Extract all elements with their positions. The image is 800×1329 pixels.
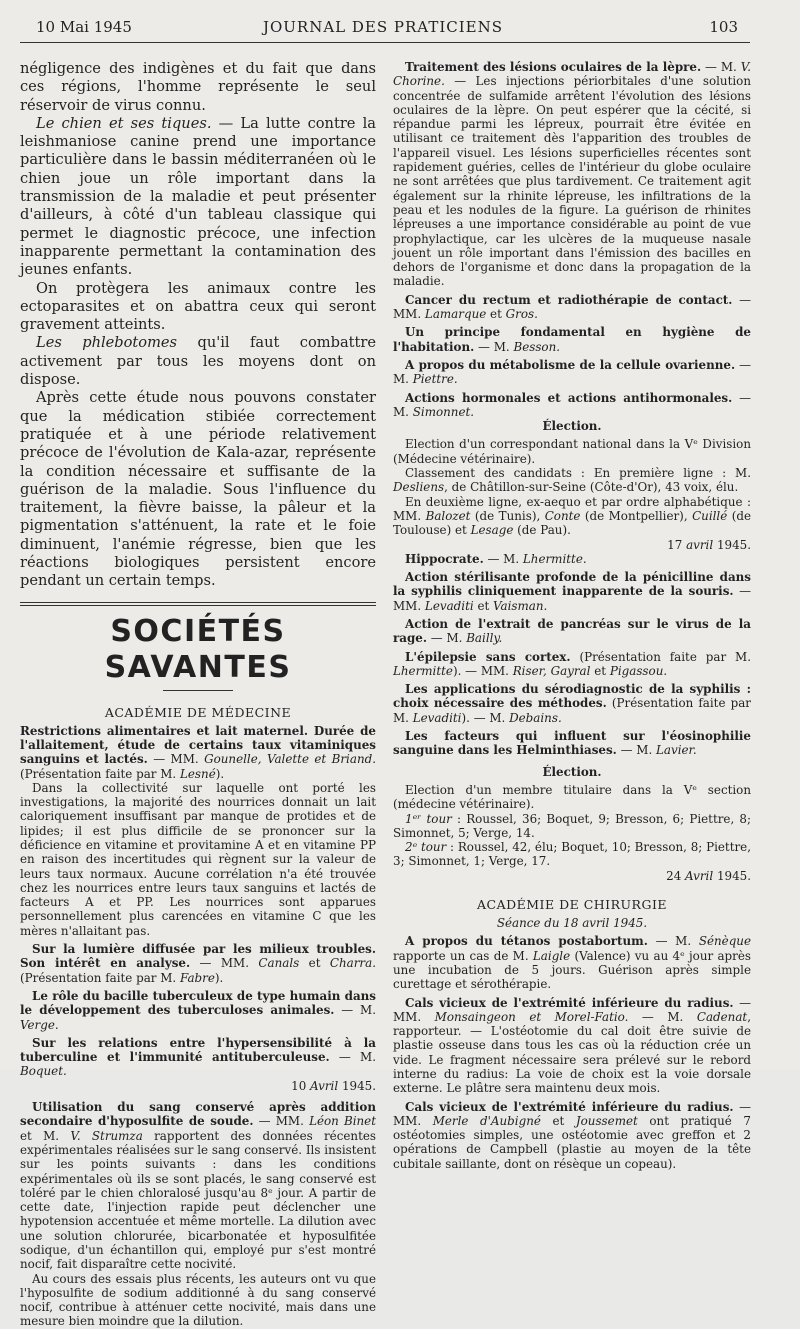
- report-item: Cancer du rectum et radiothérapie de contact. — MM. Lamarque et Gros.: [393, 292, 751, 322]
- session-date: 17 avril 1945.: [667, 537, 751, 552]
- left-column: [20, 60, 376, 1329]
- election-heading: Élection.: [542, 764, 602, 779]
- running-header: [28, 18, 738, 38]
- header-rule: [20, 42, 750, 43]
- header-date: 10 Mai 1945: [36, 18, 132, 36]
- report-body: Au cours des essais plus récents, les auteurs ont vu que l'hyposulfite de sodium additionné à du sang conservé nocif, contribue à atténuer cette nocivité, mais dans une mesure bien moindre que la dilution.: [20, 1271, 376, 1329]
- report-item: A propos du métabolisme de la cellule ovarienne. — M. Piettre.: [393, 357, 751, 387]
- election-text: 1ᵉʳ tour : Roussel, 36; Boquet, 9; Bresson, 6; Piettre, 8; Simonnet, 5; Verge, 14.: [393, 811, 752, 840]
- paragraph: négligence des indigènes et du fait que dans ces régions, l'homme représente le seul réservoir de virus connu.: [20, 60, 376, 114]
- report-item: L'épilepsie sans cortex. (Présentation faite par M. Lhermitte). — MM. Riser, Gayral et Pigassou.: [393, 649, 751, 678]
- election-heading: Élection.: [542, 419, 602, 434]
- banner-rule: [163, 690, 233, 691]
- journal-title: JOURNAL DES PRATICIENS: [262, 18, 504, 36]
- report-item: Cals vicieux de l'extrémité inférieure du radius. — MM. Monsaingeon et Morel-Fatio. — M. Cadenat, rapporteur. — L'ostéotomie du cal doit être suivie de plastie osseuse dans tous les cas où la réduction crée un vide. Le fragment nécessaire sera prélevé sur le rebord interne du radius: La voie de choix est la voie dorsale externe. Le plâtre sera maintenu deux mois.: [393, 995, 751, 1096]
- page-number: 103: [709, 18, 738, 36]
- paragraph: On protègera les animaux contre les ectoparasites et on abattra ceux qui seront gravement atteints.: [20, 279, 376, 334]
- report-item: Traitement des lésions oculaires de la lèpre. — M. V. Chorine. — Les injections périorbitales d'une solution concentrée de sulfamide arrêtent l'évolution des lésions oculaires de la lèpre. On peut espérer que la cécité, si répandue parmi les lépreux, pourrait être évitée en utilisant ce traitement dès l'apparition des troubles de l'appareil visuel. Les lésions superficielles récentes sont rapidement guéries, celles de l'intérieur du globe oculaire ne sont arrêtées que plus tardivement. Ce traitement agit également sur la rhinite lépreuse, les infiltrations de la peau et les nodules de la figure. La guérison de rhinites lépreuses a une importance considérable au point de vue prophylactique, car les ulcères de la muqueuse nasale jouent un rôle important dans l'émission des bacilles en dehors de l'organisme et donc dans la propagation de la maladie.: [393, 60, 751, 289]
- section-banner: SOCIÉTÉS SAVANTES: [104, 613, 292, 685]
- report-item: A propos du tétanos postabortum. — M. Sénèque rapporte un cas de M. Laigle (Valence) vu au 4ᵉ jour après une incubation de 5 jours. Guérison après simple curettage et sérothérapie.: [393, 934, 751, 992]
- report-item: Sur la lumière diffusée par les milieux troubles. Son intérêt en analyse. — MM. Canals et Charra. (Présentation faite par M. Fabre).: [20, 942, 376, 985]
- report-body: Dans la collectivité sur laquelle ont porté les investigations, la majorité des nourrices donnait un lait caloriquement insuffisant par manque de protides et de lipides; il est plus difficile de se prononcer sur la déficience en vitamine et provitamine A et en vitamine PP en raison des incertitudes qui règnent sur la valeur de leurs taux normaux. Aucune corrélation n'a été trouvée chez les nourrices entre leurs taux sanguins et lactés de facteurs A et PP. Les nourrices sont apparues personnellement plus carencées en vitamine C que les mères n'allaitant pas.: [20, 780, 376, 938]
- paragraph: Les phlebotomes qu'il faut combattre activement par tous les moyens dont on dispose.: [20, 334, 376, 389]
- election-text: Election d'un correspondant national dans la Vᵉ Division (Médecine vétérinaire).: [393, 437, 751, 466]
- report-item: Les applications du sérodiagnostic de la syphilis : choix nécessaire des méthodes. (Présentation faite par M. Levaditi). — M. Debains.: [393, 682, 751, 725]
- report-item: Action stérilisante profonde de la pénicilline dans la syphilis cliniquement inapparente de la souris. — MM. Levaditi et Vaisman.: [393, 570, 752, 613]
- academy-heading: ACADÉMIE DE CHIRURGIE: [476, 897, 668, 913]
- right-column: [393, 60, 752, 1171]
- session-date: 24 Avril 1945.: [666, 868, 751, 883]
- section-separator: [20, 602, 376, 606]
- subheading: Le chien et ses tiques.: [36, 114, 212, 132]
- paragraph: Après cette étude nous pouvons constater que la médication stibiée correctement pratiquée et à une période relativement précoce de l'évolution de Kala-azar, représente la condition nécessaire et suffisante de la guérison de la maladie. Sous l'influence du traitement, la fièvre baisse, la pâleur et la pigmentation s'atténuent, la rate et le foie diminuent, l'anémie régresse, bien que les réactions biologiques persistent encore pendant un certain temps.: [20, 389, 376, 590]
- report-item: Le rôle du bacille tuberculeux de type humain dans le développement des tuberculoses animales. — M. Verge.: [20, 988, 376, 1032]
- report-item: Cals vicieux de l'extrémité inférieure du radius. — MM. Merle d'Aubigné et Joussemet ont pratiqué 7 ostéotomies simples, une ostéotomie avec greffon et 2 opérations de Campbell (plastie au moyen de la tête cubitale saillante, dont on résèque un copeau).: [393, 1099, 751, 1171]
- article-continuation: [20, 60, 376, 591]
- paragraph: Le chien et ses tiques. — La lutte contre la leishmaniose canine prend une importance particulière dans le bassin méditerranéen où le chien joue un rôle important dans la transmission de la maladie et peut présenter d'ailleurs, à côté d'un tableau classique qui permet le diagnostic précoce, une infection inapparente permettant la contamination des jeunes enfants.: [20, 114, 376, 279]
- academy-reports-continued: [393, 60, 751, 883]
- session-date: 10 Avril 1945.: [291, 1078, 376, 1093]
- election-text: 2ᵉ tour : Roussel, 42, élu; Boquet, 10; Bresson, 8; Piettre, 3; Simonnet, 1; Verge, 17.: [393, 840, 751, 869]
- report-item: Un principe fondamental en hygiène de l'habitation. — M. Besson.: [393, 325, 751, 354]
- report-item: Action de l'extrait de pancréas sur le virus de la rage. — M. Bailly.: [393, 616, 751, 646]
- report-item: Hippocrate. — M. Lhermitte.: [405, 551, 587, 566]
- election-text: En deuxième ligne, ex-aequo et par ordre alphabétique : MM. Balozet (de Tunis), Conte (de Montpellier), Cuillé (de Toulouse) et Lesage (de Pau).: [393, 494, 752, 538]
- report-item: Les facteurs qui influent sur l'éosinophilie sanguine dans les Helminthiases. — M. Lavier.: [393, 729, 751, 758]
- election-text: Election d'un membre titulaire dans la Vᵉ section (médecine vétérinaire).: [393, 782, 751, 812]
- session-heading: Séance du 18 avril 1945.: [496, 916, 648, 931]
- report-item: Sur les relations entre l'hypersensibilité à la tuberculine et l'immunité antituberculeuse. — M. Boquet.: [20, 1035, 376, 1079]
- academy-heading: ACADÉMIE DE MÉDECINE: [104, 704, 292, 720]
- academy-reports: [20, 724, 376, 1329]
- report-item: Utilisation du sang conservé après addition secondaire d'hyposulfite de soude. — MM. Léon Binet et M. V. Strumza rapportent des données récentes expérimentales réalisées sur le sang conservé. Ils insistent sur les points suivants : dans les conditions expérimentales où ils se sont placés, le sang conservé est toléré par le chien chloralosé jusqu'au 8ᵉ jour. A partir de cette date, l'injection rapide peut déclencher une hypotension accentuée et même mortelle. La dilution avec une solution chlorurée, bicarbonatée et hyposulfitée sodique, d'un échantillon qui, employé pur s'est montré nocif, fait disparaître cette nocivité.: [20, 1100, 376, 1272]
- surgery-reports: [393, 916, 751, 1171]
- election-text: Classement des candidats : En première ligne : M. Desliens, de Châtillon-sur-Seine (Côte-d'Or), 43 voix, élu.: [393, 466, 751, 495]
- report-item: Restrictions alimentaires et lait maternel. Durée de l'allaitement, étude de certains taux vitaminiques sanguins et lactés. — MM. Gounelle, Valette et Briand. (Présentation faite par M. Lesné).: [20, 723, 376, 781]
- report-item: Actions hormonales et actions antihormonales. — M. Simonnet.: [393, 390, 752, 419]
